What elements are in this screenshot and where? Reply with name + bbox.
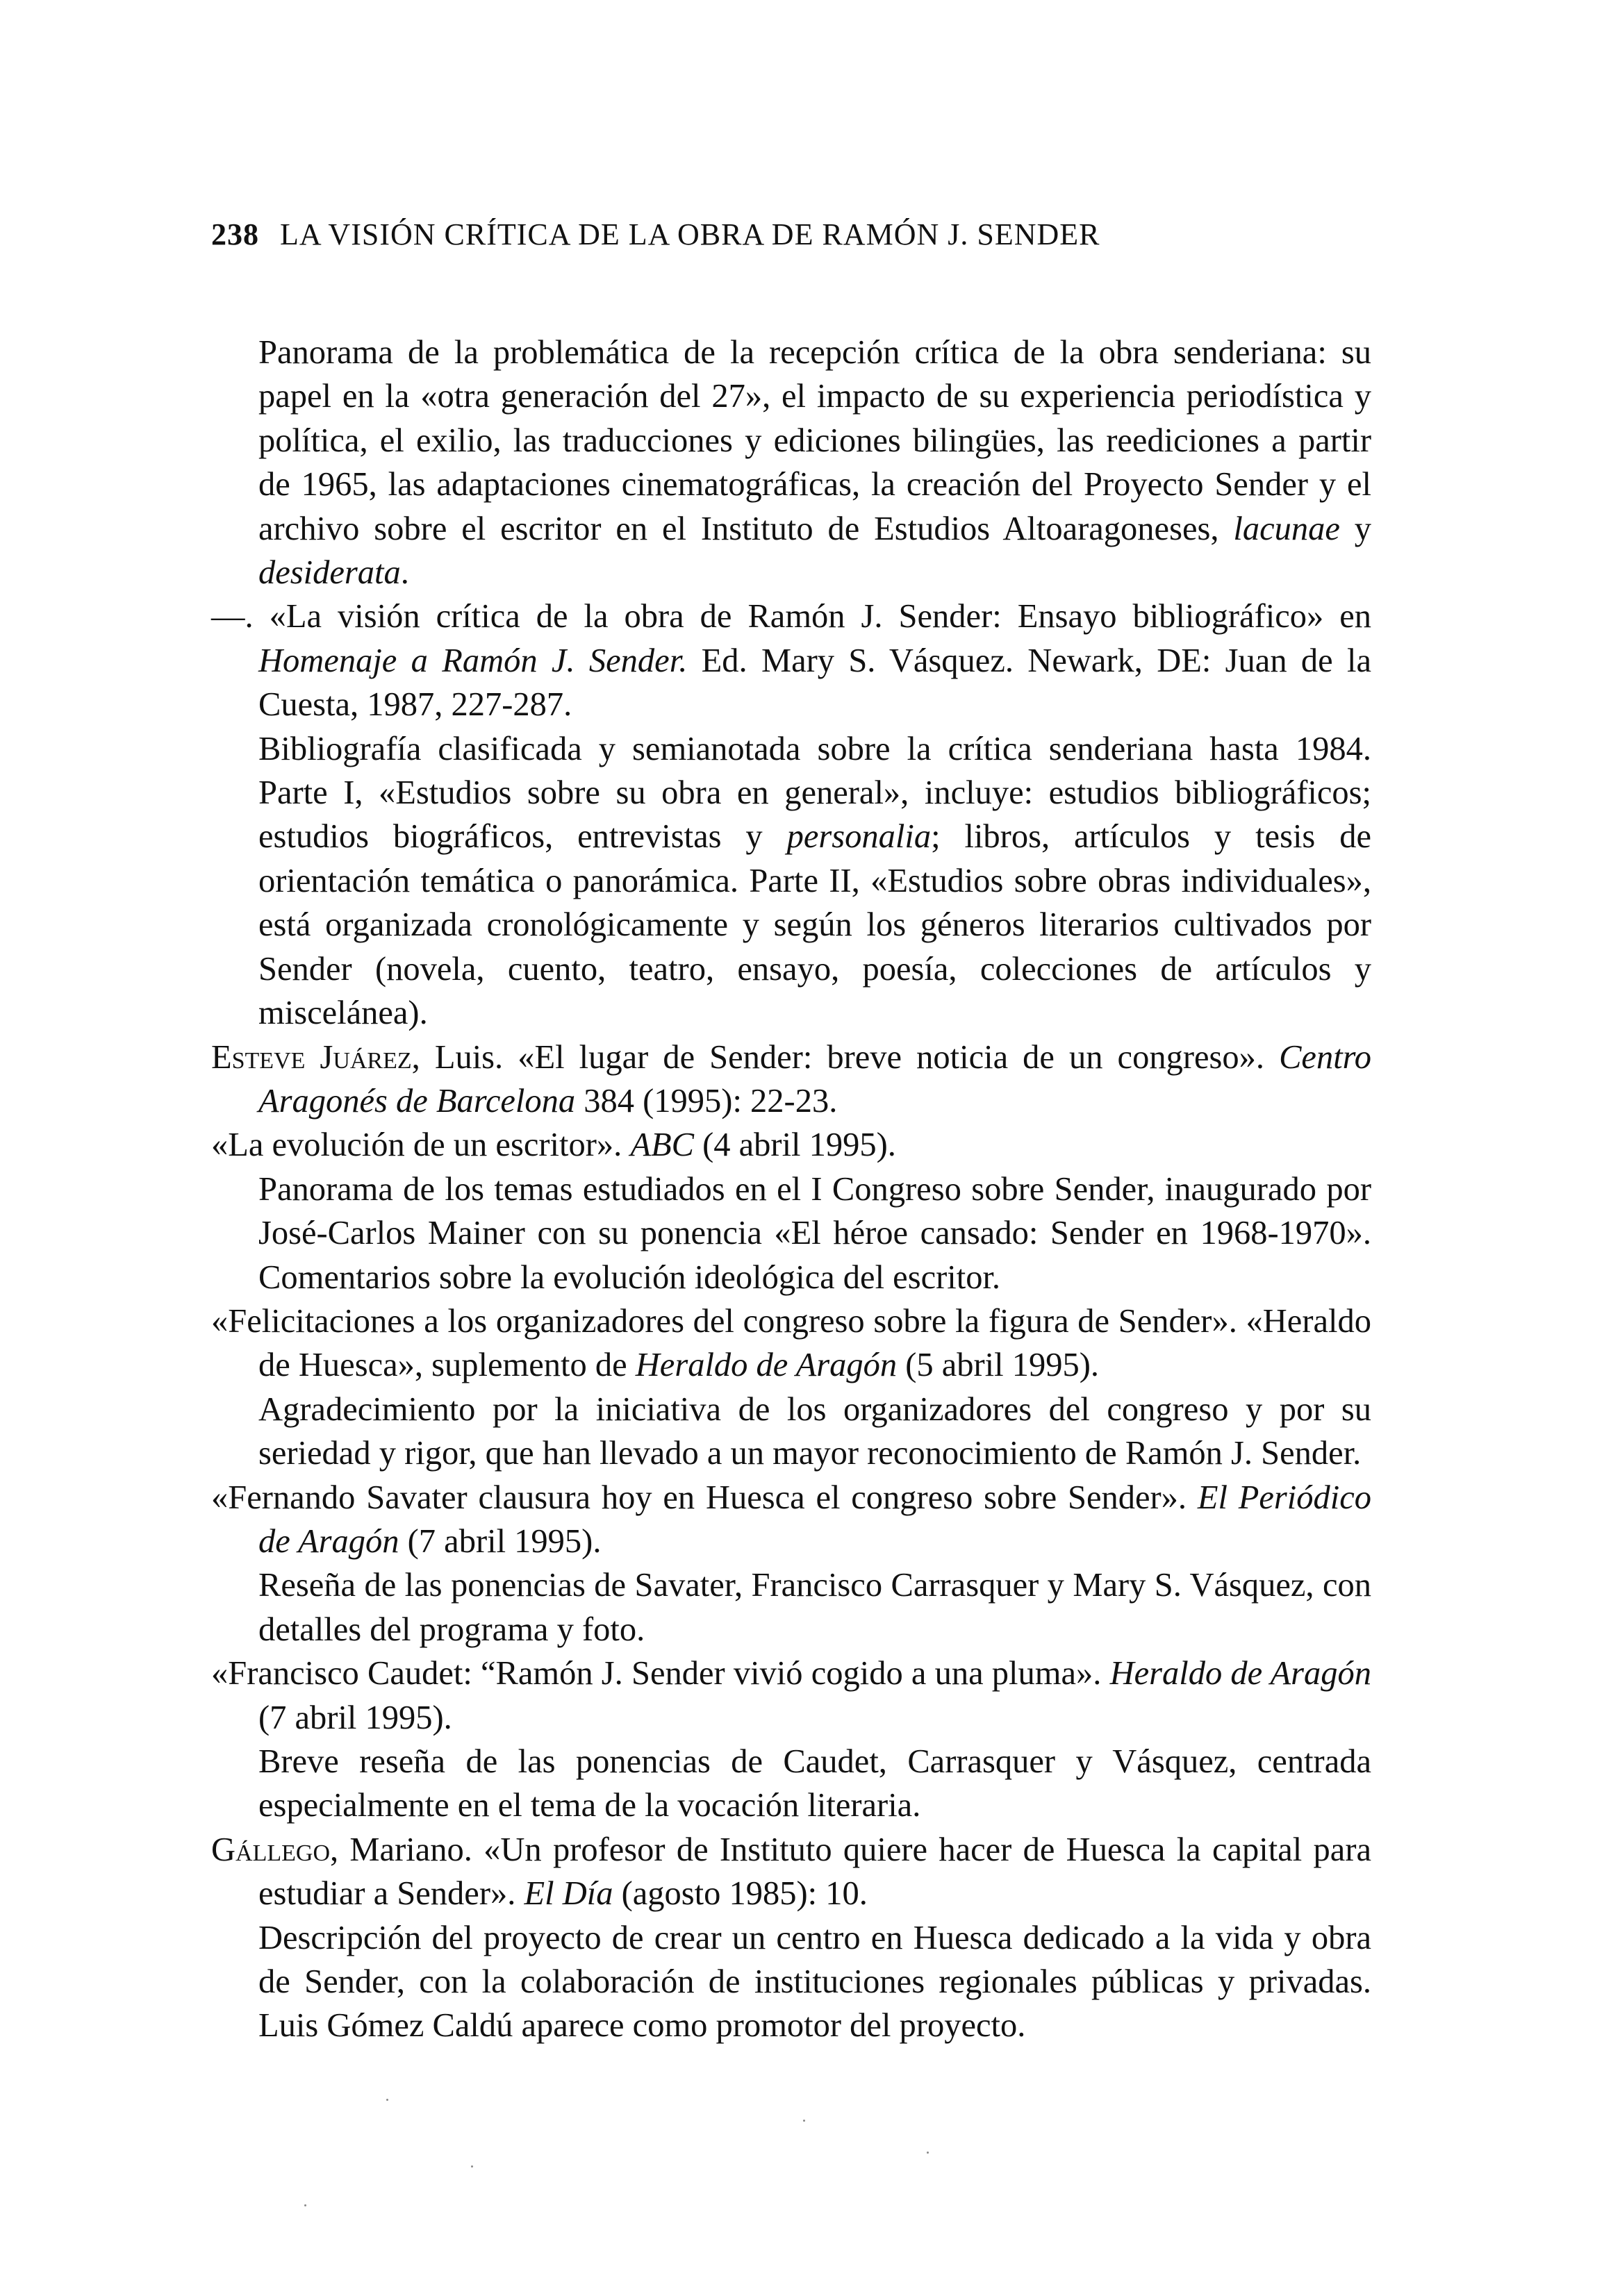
entry-annotation bbox=[211, 1740, 1371, 1828]
bibliography-entry bbox=[211, 1652, 1371, 1740]
annotation-text: Reseña de las ponencias de Savater, Francisco Carrasquer y Mary S. Vásquez, con detalles del programa y foto. bbox=[258, 1567, 1371, 1648]
entry-annotation bbox=[211, 1916, 1371, 2048]
page-number: 238 bbox=[211, 217, 259, 251]
citation-text: (5 abril 1995). bbox=[897, 1347, 1100, 1384]
scan-speck bbox=[803, 2120, 805, 2122]
citation-text: , Luis. «El lugar de Sender: breve noticia de un congreso». bbox=[411, 1038, 1280, 1076]
publication-title: El Día bbox=[524, 1875, 613, 1913]
citation-text: —. «La visión crítica de la obra de Ramón J. Sender: Ensayo bibliográfico» en bbox=[211, 598, 1371, 635]
bibliography-entry bbox=[211, 1299, 1371, 1388]
annotation-text: Breve reseña de las ponencias de Caudet, Carrasquer y Vásquez, centrada especialmente en el tema de la vocación literaria. bbox=[258, 1743, 1371, 1824]
bibliography-entry bbox=[211, 1828, 1371, 1916]
citation-text: «Fernando Savater clausura hoy en Huesca el congreso sobre Sender». bbox=[211, 1479, 1198, 1516]
citation-text: , Mariano. «Un profesor de Instituto quiere hacer de Huesca la capital para estudiar a Sender». bbox=[258, 1831, 1371, 1913]
entry-annotation bbox=[211, 331, 1371, 594]
author-name: Esteve Juárez bbox=[211, 1038, 412, 1076]
citation-text: 384 (1995): 22-23. bbox=[575, 1082, 838, 1120]
entry-annotation bbox=[211, 1388, 1371, 1476]
latin-term: desiderata bbox=[258, 554, 401, 592]
publication-title: El Periódico de Aragón bbox=[258, 1479, 1371, 1560]
latin-term: lacunae bbox=[1233, 510, 1340, 547]
entry-annotation bbox=[211, 1167, 1371, 1299]
citation-text: (4 abril 1995). bbox=[693, 1126, 896, 1164]
publication-title: Homenaje a Ramón J. Sender. bbox=[258, 642, 688, 679]
publication-title: Heraldo de Aragón bbox=[1109, 1655, 1371, 1692]
citation-text: (7 abril 1995). bbox=[399, 1522, 602, 1560]
annotation-text: Agradecimiento por la iniciativa de los organizadores del congreso y por su seriedad y rigor, que han llevado a un mayor reconocimiento de Ramón J. Sender. bbox=[258, 1390, 1371, 1472]
citation-text: «Felicitaciones a los organizadores del congreso sobre la figura de Sender». «Heraldo de Huesca», suplemento de bbox=[211, 1302, 1371, 1384]
citation-text: «Francisco Caudet: “Ramón J. Sender vivió cogido a una pluma». bbox=[211, 1655, 1110, 1692]
scan-speck bbox=[927, 2152, 929, 2154]
scan-speck bbox=[304, 2204, 306, 2206]
scan-speck bbox=[471, 2165, 473, 2168]
bibliography-entry bbox=[211, 1035, 1371, 1124]
publication-title: Heraldo de Aragón bbox=[635, 1347, 898, 1384]
citation-text: (7 abril 1995). bbox=[258, 1699, 452, 1736]
publication-title: Centro Aragonés de Barcelona bbox=[258, 1038, 1371, 1120]
citation-text: «La evolución de un escritor». bbox=[211, 1126, 631, 1164]
bibliography-list bbox=[211, 331, 1371, 2048]
annotation-text: Panorama de los temas estudiados en el I Congreso sobre Sender, inaugurado por José-Carlos Mainer con su ponencia «El héroe cansado: Sender en 1968-1970». Comentarios sobre la evolución ideológica del escritor. bbox=[258, 1170, 1371, 1296]
bibliography-entry bbox=[211, 1476, 1371, 1564]
bibliography-entry bbox=[211, 594, 1371, 726]
latin-term: personalia bbox=[786, 818, 932, 856]
annotation-text: Bibliografía clasificada y semianotada sobre la crítica senderiana hasta 1984. Parte I, «Estudios sobre su obra en general», incluye: estudios bibliográficos; estudios biográficos, entrevistas y bbox=[258, 730, 1371, 856]
publication-title: ABC bbox=[630, 1126, 694, 1164]
entry-annotation bbox=[211, 727, 1371, 1035]
entry-annotation bbox=[211, 1563, 1371, 1652]
citation-text: (agosto 1985): 10. bbox=[613, 1875, 868, 1913]
author-name: Gállego bbox=[211, 1831, 330, 1868]
scan-speck bbox=[386, 2099, 388, 2101]
running-header bbox=[211, 217, 1100, 252]
annotation-text: y bbox=[1339, 510, 1371, 547]
citation-text: Ed. Mary S. Vásquez. Newark, DE: Juan de la Cuesta, 1987, 227-287. bbox=[258, 642, 1371, 724]
running-title: LA VISIÓN CRÍTICA DE LA OBRA DE RAMÓN J. SENDER bbox=[280, 217, 1100, 251]
annotation-text: . bbox=[400, 554, 409, 592]
annotation-text: Panorama de la problemática de la recepción crítica de la obra senderiana: su papel en la «otra generación del 27», el impacto de su experiencia periodística y política, el exilio, las traducciones y ediciones bilingües, las reediciones a partir de 1965, las adaptaciones cinematográficas, la creación del Proyecto Sender y el archivo sobre el escritor en el Instituto de Estudios Altoaragoneses, bbox=[258, 334, 1371, 547]
annotation-text: Descripción del proyecto de crear un centro en Huesca dedicado a la vida y obra de Sender, con la colaboración de instituciones regionales públicas y privadas. Luis Gómez Caldú aparece como promotor del proyecto. bbox=[258, 1919, 1371, 2045]
bibliography-entry bbox=[211, 1123, 1371, 1167]
annotation-text: ; libros, artículos y tesis de orientación temática o panorámica. Parte II, «Estudios sobre obras individuales», está organizada cronológicamente y según los géneros literarios cultivados por Sender (novela, cuento, teatro, ensayo, poesía, colecciones de artículos y miscelánea). bbox=[258, 818, 1371, 1032]
